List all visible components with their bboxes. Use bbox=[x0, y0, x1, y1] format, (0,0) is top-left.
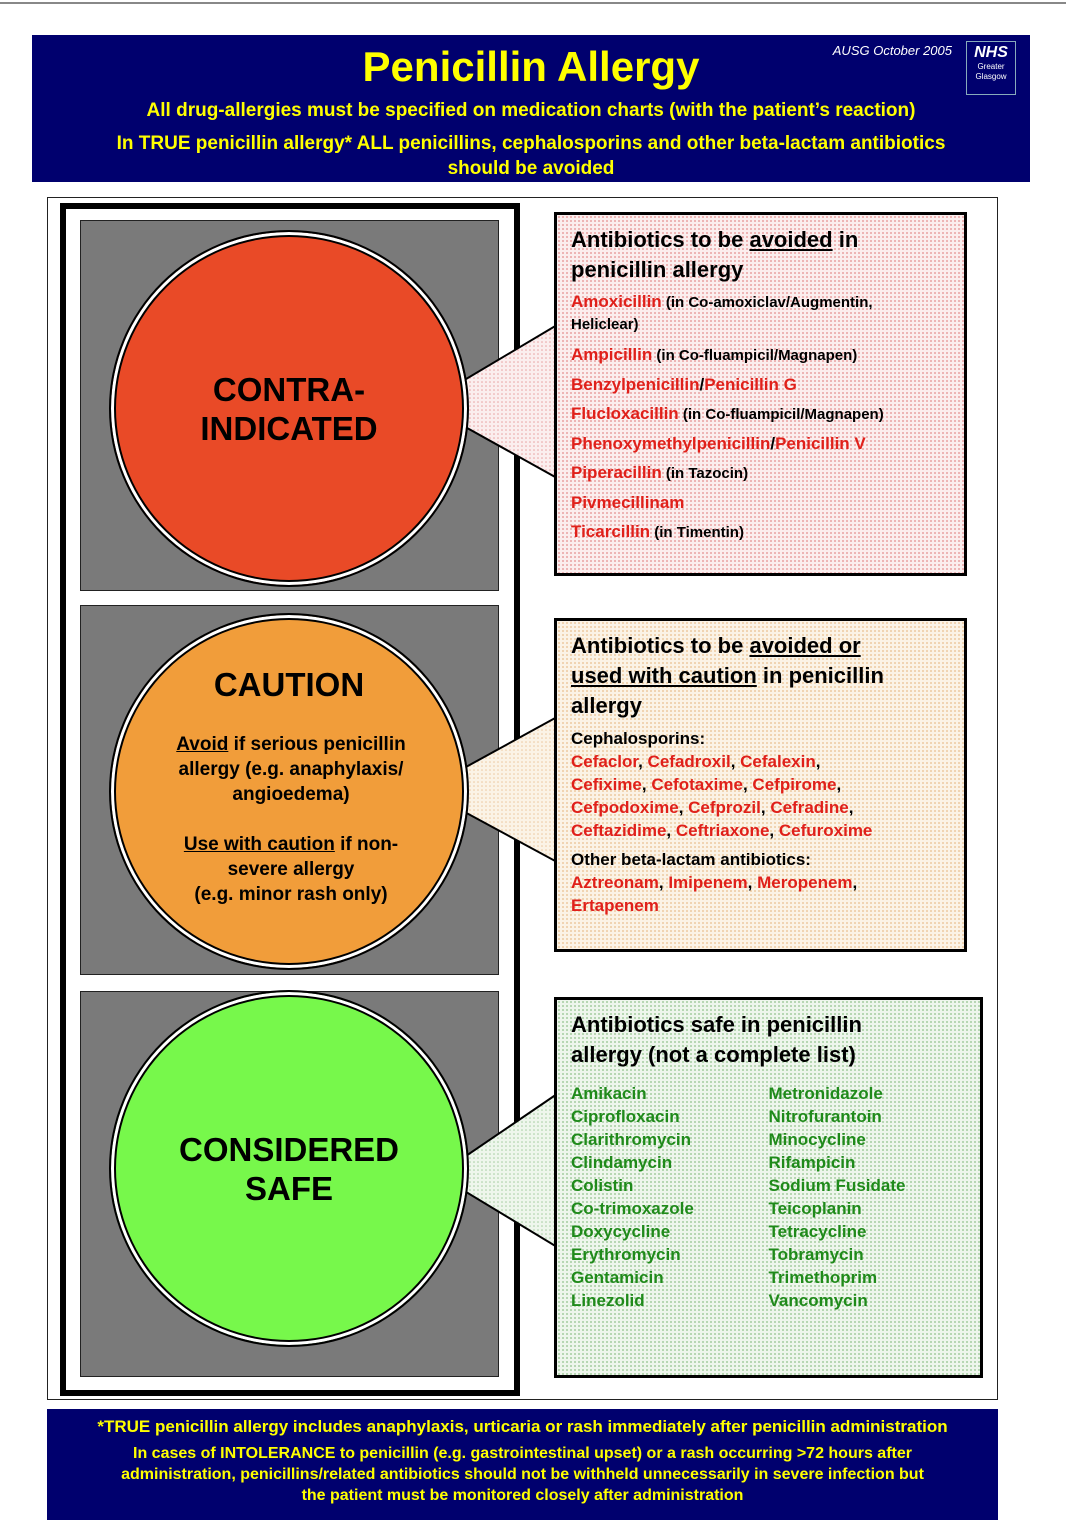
drug-separator: / bbox=[770, 434, 776, 453]
drug-name: Ceftriaxone bbox=[675, 821, 770, 840]
safe-drug: Vancomycin bbox=[768, 1291, 868, 1310]
amber-light-label: CAUTION bbox=[213, 666, 365, 703]
avoid-word: Avoid bbox=[176, 734, 229, 755]
green-light-label-1: CONSIDERED bbox=[178, 1130, 400, 1168]
caution-rest-1: if non- bbox=[334, 834, 399, 855]
drug-row bbox=[571, 399, 950, 429]
caution-title-a: Antibiotics to be bbox=[571, 633, 750, 658]
ceph-line bbox=[571, 773, 950, 796]
red-light-label-1: CONTRA- bbox=[212, 370, 366, 408]
avoided-title-a: Antibiotics to be bbox=[571, 227, 750, 252]
ceph-line bbox=[571, 750, 950, 773]
comma: , bbox=[666, 821, 676, 840]
comma: , bbox=[747, 873, 758, 892]
drug-extra-2: Heliclear) bbox=[571, 316, 639, 333]
safe-drug: Amikacin bbox=[571, 1084, 647, 1103]
safe-antibiotics-box bbox=[554, 997, 983, 1378]
comma: , bbox=[730, 752, 741, 771]
drug-name: Ceftazidime bbox=[571, 821, 667, 840]
drug-row bbox=[571, 429, 950, 458]
drug-name: Piperacillin bbox=[571, 463, 662, 482]
comma: , bbox=[836, 775, 842, 794]
comma: , bbox=[769, 821, 779, 840]
safe-drug: Clarithromycin bbox=[571, 1130, 691, 1149]
ceph-line bbox=[571, 796, 950, 819]
comma: , bbox=[641, 775, 652, 794]
safe-col-1 bbox=[571, 1082, 769, 1312]
safe-drug: Ciprofloxacin bbox=[571, 1107, 680, 1126]
safe-drug: Teicoplanin bbox=[768, 1199, 862, 1218]
ceph-line bbox=[571, 819, 950, 842]
footer-line-2: In cases of INTOLERANCE to penicillin (e.g. gastrointestinal upset) or a rash occurring >72 hours after bbox=[133, 1445, 912, 1462]
safe-box-title bbox=[571, 1010, 966, 1070]
safe-drug: Gentamicin bbox=[571, 1268, 664, 1287]
footer-line-3: administration, penicillins/related antibiotics should not be withheld unnecessarily in severe infection but bbox=[121, 1466, 924, 1483]
drug-row bbox=[571, 488, 950, 517]
safe-drug: Erythromycin bbox=[571, 1245, 681, 1264]
drug-name: Benzylpenicillin bbox=[571, 375, 700, 394]
safe-drug: Co-trimoxazole bbox=[571, 1199, 694, 1218]
avoided-title-b: in bbox=[832, 227, 859, 252]
green-light bbox=[109, 990, 469, 1347]
drug-name: Amoxicillin bbox=[571, 292, 662, 311]
safe-drug: Sodium Fusidate bbox=[768, 1176, 906, 1195]
comma: , bbox=[815, 752, 821, 771]
drug-name: Cefprozil bbox=[688, 798, 761, 817]
drug-name: Cefpirome bbox=[752, 775, 837, 794]
green-light-label-2: SAFE bbox=[244, 1169, 333, 1207]
other-beta-lactam-heading: Other beta-lactam antibiotics: bbox=[571, 850, 811, 869]
caution-antibiotics-box bbox=[554, 618, 967, 952]
other-line bbox=[571, 894, 950, 917]
caution-rest-3: (e.g. minor rash only) bbox=[194, 884, 388, 905]
drug-name: Cefpodoxime bbox=[571, 798, 679, 817]
drug-separator: / bbox=[699, 375, 705, 394]
safe-drug: Nitrofurantoin bbox=[768, 1107, 882, 1126]
drug-name: Cefuroxime bbox=[778, 821, 873, 840]
comma: , bbox=[638, 752, 648, 771]
drug-name: Ticarcillin bbox=[571, 522, 651, 541]
safe-drug-columns bbox=[571, 1082, 966, 1312]
safe-col-2 bbox=[769, 1082, 967, 1312]
drug-name: Flucloxacillin bbox=[571, 404, 679, 423]
drug-name: Cefadroxil bbox=[647, 752, 731, 771]
avoid-rest-3: angioedema) bbox=[232, 784, 350, 805]
drug-row bbox=[571, 370, 950, 399]
header-line-2a: In TRUE penicillin allergy* ALL penicillins, cephalosporins and other beta-lactam antibiotics bbox=[116, 133, 946, 154]
drug-name-alt: Penicillin G bbox=[704, 375, 797, 394]
drug-extra: (in Co-fluampicil/Magnapen) bbox=[678, 406, 884, 423]
safe-title-2: allergy (not a complete list) bbox=[571, 1042, 856, 1067]
drug-name: Pivmecillinam bbox=[571, 493, 685, 512]
comma: , bbox=[848, 798, 854, 817]
caution-rest-2: severe allergy bbox=[227, 859, 355, 880]
drug-name: Cefalexin bbox=[740, 752, 816, 771]
red-light bbox=[109, 230, 469, 587]
safe-drug: Tetracycline bbox=[768, 1222, 867, 1241]
caution-title-b: in penicillin bbox=[756, 663, 884, 688]
safe-drug: Clindamycin bbox=[571, 1153, 673, 1172]
comma: , bbox=[678, 798, 689, 817]
avoided-box-title bbox=[571, 225, 950, 285]
drug-extra: (in Co-fluampicil/Magnapen) bbox=[652, 347, 858, 364]
drug-name: Cefradine bbox=[770, 798, 849, 817]
red-light-label-2: INDICATED bbox=[200, 409, 378, 447]
drug-extra: (in Timentin) bbox=[650, 524, 744, 541]
drug-row bbox=[571, 291, 950, 336]
drug-name: Phenoxymethylpenicillin bbox=[571, 434, 771, 453]
avoided-title-underlined: avoided bbox=[749, 227, 833, 252]
caution-note bbox=[151, 832, 431, 907]
safe-drug: Rifampicin bbox=[768, 1153, 856, 1172]
drug-row bbox=[571, 340, 950, 370]
safe-drug: Colistin bbox=[571, 1176, 634, 1195]
other-line bbox=[571, 871, 950, 894]
drug-name: Cefaclor bbox=[571, 752, 639, 771]
drug-row bbox=[571, 517, 950, 547]
drug-name: Ampicillin bbox=[571, 345, 653, 364]
nhs-logo-sub1: Greater bbox=[977, 62, 1005, 71]
drug-name: Aztreonam bbox=[571, 873, 659, 892]
avoided-antibiotics-box bbox=[554, 212, 967, 576]
avoid-rest-1: if serious penicillin bbox=[228, 734, 406, 755]
drug-name-alt: Penicillin V bbox=[775, 434, 866, 453]
caution-title-underlined-2: used with caution bbox=[571, 663, 757, 688]
drug-name: Meropenem bbox=[757, 873, 853, 892]
comma: , bbox=[658, 873, 669, 892]
drug-name: Cefotaxime bbox=[651, 775, 743, 794]
avoid-note bbox=[151, 732, 431, 807]
cephalosporins-heading: Cephalosporins: bbox=[571, 729, 706, 748]
safe-title-1: Antibiotics safe in penicillin bbox=[571, 1012, 862, 1037]
drug-name: Cefixime bbox=[571, 775, 642, 794]
amber-light bbox=[109, 613, 469, 970]
avoided-title-c: penicillin allergy bbox=[571, 257, 744, 282]
safe-drug: Minocycline bbox=[768, 1130, 866, 1149]
drug-extra: (in Tazocin) bbox=[661, 465, 749, 482]
header-line-2b: should be avoided bbox=[447, 158, 615, 179]
footer-line-4: the patient must be monitored closely after administration bbox=[301, 1487, 744, 1504]
footer-line-1: *TRUE penicillin allergy includes anaphylaxis, urticaria or rash immediately after penicillin administration bbox=[97, 1417, 948, 1436]
comma: , bbox=[742, 775, 753, 794]
nhs-logo-main: NHS bbox=[974, 44, 1008, 61]
page-title: Penicillin Allergy bbox=[362, 43, 700, 90]
footer-body bbox=[47, 1443, 998, 1506]
caution-title-underlined-1: avoided or bbox=[749, 633, 861, 658]
drug-row bbox=[571, 458, 950, 488]
date-label: AUSG October 2005 bbox=[832, 43, 952, 58]
safe-drug: Metronidazole bbox=[768, 1084, 883, 1103]
comma: , bbox=[760, 798, 771, 817]
safe-drug: Doxycycline bbox=[571, 1222, 671, 1241]
header-line-1: All drug-allergies must be specified on medication charts (with the patient’s reaction) bbox=[146, 100, 916, 121]
caution-title-c: allergy bbox=[571, 693, 642, 718]
caution-word: Use with caution bbox=[183, 834, 335, 855]
drug-name: Imipenem bbox=[668, 873, 748, 892]
safe-drug: Trimethoprim bbox=[768, 1268, 878, 1287]
nhs-logo-sub2: Glasgow bbox=[975, 72, 1007, 81]
avoid-rest-2: allergy (e.g. anaphylaxis/ bbox=[178, 759, 404, 780]
comma: , bbox=[852, 873, 858, 892]
footer-banner bbox=[47, 1409, 998, 1520]
safe-drug: Linezolid bbox=[571, 1291, 645, 1310]
safe-drug: Tobramycin bbox=[768, 1245, 864, 1264]
drug-extra: (in Co-amoxiclav/Augmentin, bbox=[661, 294, 873, 311]
drug-name: Ertapenem bbox=[571, 896, 659, 915]
caution-box-title bbox=[571, 631, 950, 721]
